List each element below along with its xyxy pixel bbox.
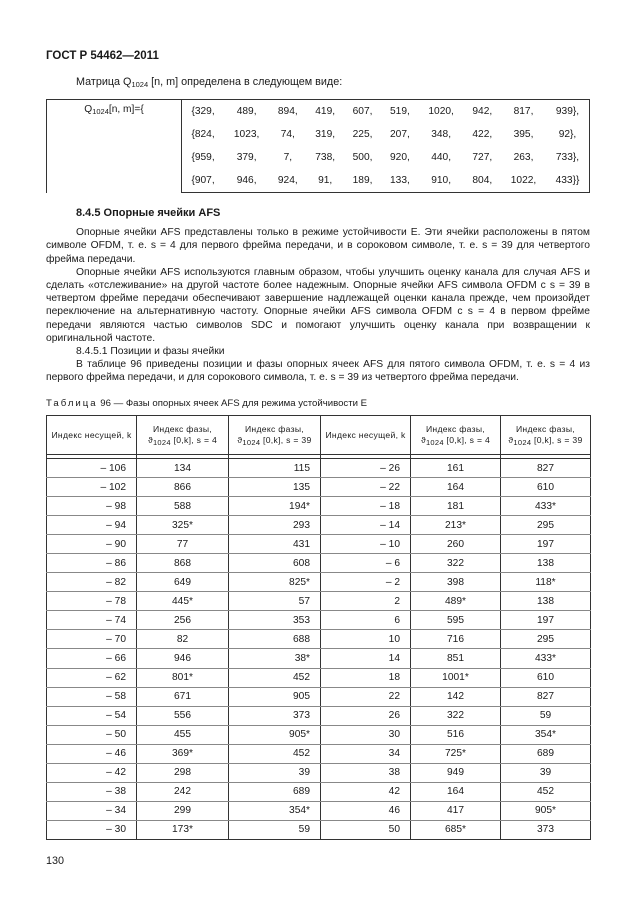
matrix-cell: 225, bbox=[352, 129, 373, 140]
table-cell: 516 bbox=[411, 725, 501, 744]
matrix-cell: 924, bbox=[269, 169, 306, 193]
table-row bbox=[47, 782, 591, 801]
paragraph-2: Опорные ячейки AFS используются главным образом, чтобы улучшить оценку канала для случая AFS и сделать «отслеживание» на другой частоте более надежным. Опорные ячейки AFS символа OFDM с s = 39 в четвертом фрейме передачи обеспечивают завершение надлежащей оценки канала прежде, чем произойдет переключение на альтернативную частоту. Опорные ячейки AFS символа OFDM с s = 4 в первом фрейме передачи являются частью символов SDC и помогают улучшить оценку канала при возвращении к оригинальной частоте. bbox=[46, 266, 590, 344]
table-cell: 610 bbox=[501, 478, 591, 497]
table-cell: – 66 bbox=[47, 649, 137, 668]
matrix-cell: 348, bbox=[431, 129, 452, 140]
table-row bbox=[47, 725, 591, 744]
table-cell: 42 bbox=[321, 782, 411, 801]
table-cell: 293 bbox=[229, 516, 321, 535]
table-cell: – 18 bbox=[321, 497, 411, 516]
table-cell: 610 bbox=[501, 668, 591, 687]
table-cell: 905* bbox=[229, 725, 321, 744]
header-phase-s39-left: Индекс фазы, $ϑ_{1024}$ [0,k], s = 39 bbox=[229, 416, 321, 455]
table-cell: 445* bbox=[137, 592, 229, 611]
table-cell: 689 bbox=[501, 744, 591, 763]
matrix-cell: 804, bbox=[464, 169, 501, 193]
table-cell: 10 bbox=[321, 630, 411, 649]
table-cell: 57 bbox=[229, 592, 321, 611]
table-cell: 164 bbox=[411, 782, 501, 801]
table-cell: 452 bbox=[229, 744, 321, 763]
matrix-cell: 7, bbox=[283, 152, 293, 163]
page-number: 130 bbox=[46, 855, 65, 867]
table-cell: 905 bbox=[229, 687, 321, 706]
table-cell: 213* bbox=[411, 516, 501, 535]
matrix-cell: 92}, bbox=[546, 123, 590, 146]
table-cell: 825* bbox=[229, 573, 321, 592]
matrix-cell: 910, bbox=[419, 169, 464, 193]
table-cell: – 102 bbox=[47, 478, 137, 497]
table-cell: 689 bbox=[229, 782, 321, 801]
paragraph-3: В таблице 96 приведены позиции и фазы опорных ячеек AFS для пятого символа OFDM, т. е. s = 4 из первого фрейма передачи, и для сорокового символа, т. е. s = 39 из четвертого фрейма передачи. bbox=[46, 359, 590, 384]
matrix-cell: {907, bbox=[182, 169, 225, 193]
table-cell: 671 bbox=[137, 687, 229, 706]
table-cell: 688 bbox=[229, 630, 321, 649]
matrix-cell: 91, bbox=[307, 169, 344, 193]
table-cell: 373 bbox=[229, 706, 321, 725]
matrix-cell: 894, bbox=[269, 100, 306, 124]
phase-table bbox=[46, 415, 591, 840]
matrix-cell: 379, bbox=[236, 152, 257, 163]
table-cell: 851 bbox=[411, 649, 501, 668]
table-row bbox=[47, 820, 591, 839]
section-text bbox=[46, 207, 590, 385]
table-row bbox=[47, 554, 591, 573]
table-cell: 138 bbox=[501, 554, 591, 573]
matrix-cell: 607, bbox=[344, 100, 381, 124]
matrix-cell: 74, bbox=[280, 129, 295, 140]
table-cell: – 42 bbox=[47, 763, 137, 782]
table-cell: 905* bbox=[501, 801, 591, 820]
matrix-cell: 1022, bbox=[501, 169, 546, 193]
table-cell: – 82 bbox=[47, 573, 137, 592]
table-cell: 299 bbox=[137, 801, 229, 820]
matrix-cell: {959, bbox=[191, 152, 215, 163]
table-cell: 866 bbox=[137, 478, 229, 497]
table-cell: – 22 bbox=[321, 478, 411, 497]
table-cell: 118* bbox=[501, 573, 591, 592]
table-cell: 354* bbox=[229, 801, 321, 820]
table-cell: 135 bbox=[229, 478, 321, 497]
table-cell: 260 bbox=[411, 535, 501, 554]
table-cell: 455 bbox=[137, 725, 229, 744]
table-cell: 164 bbox=[411, 478, 501, 497]
table-cell: – 54 bbox=[47, 706, 137, 725]
table-cell: 801* bbox=[137, 668, 229, 687]
matrix-cell: 817, bbox=[501, 100, 546, 124]
matrix-cell: 395, bbox=[513, 129, 534, 140]
table-cell: 827 bbox=[501, 459, 591, 478]
matrix-label: $Q_{1024}[n$, m]={ bbox=[47, 100, 182, 193]
table-cell: 256 bbox=[137, 611, 229, 630]
matrix-cell: 207, bbox=[390, 129, 410, 140]
matrix-cell: 422, bbox=[472, 129, 493, 140]
matrix-cell: 263, bbox=[513, 152, 534, 163]
table-cell: 6 bbox=[321, 611, 411, 630]
table-cell: – 70 bbox=[47, 630, 137, 649]
table-cell: – 2 bbox=[321, 573, 411, 592]
matrix-cell: 440, bbox=[431, 152, 452, 163]
table-row bbox=[47, 706, 591, 725]
table-cell: 431 bbox=[229, 535, 321, 554]
table-cell: 34 bbox=[321, 744, 411, 763]
table-row bbox=[47, 668, 591, 687]
table-row bbox=[47, 592, 591, 611]
table-cell: 26 bbox=[321, 706, 411, 725]
table-cell: 369* bbox=[137, 744, 229, 763]
table-cell: 949 bbox=[411, 763, 501, 782]
table-row bbox=[47, 801, 591, 820]
table-cell: 298 bbox=[137, 763, 229, 782]
table-cell: 115 bbox=[229, 459, 321, 478]
table-cell: 489* bbox=[411, 592, 501, 611]
matrix-cell: {329, bbox=[182, 100, 225, 124]
table-row bbox=[47, 611, 591, 630]
table-row bbox=[47, 478, 591, 497]
table-cell: 649 bbox=[137, 573, 229, 592]
matrix-cell: 489, bbox=[224, 100, 269, 124]
table-cell: 173* bbox=[137, 820, 229, 839]
table-cell: 38 bbox=[321, 763, 411, 782]
table-row bbox=[47, 687, 591, 706]
matrix-cell: 946, bbox=[224, 169, 269, 193]
table-cell: 50 bbox=[321, 820, 411, 839]
table-cell: 295 bbox=[501, 630, 591, 649]
matrix-cell: 189, bbox=[344, 169, 381, 193]
table-cell: 433* bbox=[501, 497, 591, 516]
matrix-intro: Матрица $Q_{1024}$ [n, m] определена в следующем виде: bbox=[76, 76, 343, 89]
header-carrier-right: Индекс несущей, k bbox=[321, 416, 411, 455]
table-cell: 1001* bbox=[411, 668, 501, 687]
table-cell: 30 bbox=[321, 725, 411, 744]
table-cell: 373 bbox=[501, 820, 591, 839]
table-row bbox=[47, 535, 591, 554]
matrix-cell: 727, bbox=[472, 152, 493, 163]
table-cell: – 30 bbox=[47, 820, 137, 839]
table-cell: 2 bbox=[321, 592, 411, 611]
matrix-cell: 942, bbox=[464, 100, 501, 124]
table-cell: 22 bbox=[321, 687, 411, 706]
table-cell: 556 bbox=[137, 706, 229, 725]
matrix-cell: 519, bbox=[381, 100, 418, 124]
table-row bbox=[47, 497, 591, 516]
table-cell: 197 bbox=[501, 611, 591, 630]
table-cell: 39 bbox=[501, 763, 591, 782]
section-title: 8.4.5 Опорные ячейки AFS bbox=[76, 207, 221, 219]
table-cell: – 26 bbox=[321, 459, 411, 478]
table-cell: – 6 bbox=[321, 554, 411, 573]
table-cell: – 98 bbox=[47, 497, 137, 516]
table-cell: 716 bbox=[411, 630, 501, 649]
table-cell: – 58 bbox=[47, 687, 137, 706]
table-cell: 433* bbox=[501, 649, 591, 668]
table-cell: 242 bbox=[137, 782, 229, 801]
matrix-cell: 1023, bbox=[233, 129, 260, 140]
table-cell: 354* bbox=[501, 725, 591, 744]
table-cell: – 90 bbox=[47, 535, 137, 554]
table-row bbox=[47, 763, 591, 782]
table-cell: 325* bbox=[137, 516, 229, 535]
table-cell: 452 bbox=[501, 782, 591, 801]
table-cell: 322 bbox=[411, 554, 501, 573]
table-cell: 608 bbox=[229, 554, 321, 573]
table-cell: 868 bbox=[137, 554, 229, 573]
matrix-cell: 733}, bbox=[546, 146, 590, 169]
matrix-cell: 920, bbox=[390, 152, 410, 163]
table-cell: – 86 bbox=[47, 554, 137, 573]
table-cell: 194* bbox=[229, 497, 321, 516]
matrix-cell: 133, bbox=[381, 169, 418, 193]
matrix-cell: 319, bbox=[315, 129, 336, 140]
table-cell: 452 bbox=[229, 668, 321, 687]
table-cell: 14 bbox=[321, 649, 411, 668]
header-carrier-left: Индекс несущей, k bbox=[47, 416, 137, 455]
header-phase-s4-right: Индекс фазы, $ϑ_{1024}$ [0,k], s = 4 bbox=[411, 416, 501, 455]
document-header: ГОСТ Р 54462—2011 bbox=[46, 50, 159, 62]
table-row bbox=[47, 630, 591, 649]
table-cell: 18 bbox=[321, 668, 411, 687]
table-cell: – 14 bbox=[321, 516, 411, 535]
table-row bbox=[47, 516, 591, 535]
table-cell: 161 bbox=[411, 459, 501, 478]
matrix-cell: 939}, bbox=[546, 100, 590, 124]
table-cell: 685* bbox=[411, 820, 501, 839]
subsection-title: 8.4.5.1 Позиции и фазы ячейки bbox=[76, 346, 225, 358]
table-cell: 46 bbox=[321, 801, 411, 820]
table-row bbox=[47, 573, 591, 592]
table-cell: 59 bbox=[501, 706, 591, 725]
table-cell: 946 bbox=[137, 649, 229, 668]
table-cell: 77 bbox=[137, 535, 229, 554]
header-phase-s39-right: Индекс фазы, $ϑ_{1024}$ [0,k], s = 39 bbox=[501, 416, 591, 455]
table-cell: – 94 bbox=[47, 516, 137, 535]
table-cell: – 74 bbox=[47, 611, 137, 630]
table-cell: 138 bbox=[501, 592, 591, 611]
table-cell: 295 bbox=[501, 516, 591, 535]
table-cell: – 62 bbox=[47, 668, 137, 687]
matrix-cell: 500, bbox=[352, 152, 373, 163]
table-cell: – 50 bbox=[47, 725, 137, 744]
table-cell: 134 bbox=[137, 459, 229, 478]
table-cell: 725* bbox=[411, 744, 501, 763]
table-row bbox=[47, 459, 591, 478]
matrix-cell: 738, bbox=[315, 152, 336, 163]
table-cell: – 10 bbox=[321, 535, 411, 554]
table-cell: 39 bbox=[229, 763, 321, 782]
paragraph-1: Опорные ячейки AFS представлены только в режиме устойчивости E. Эти ячейки расположены в пятом символе OFDM, т. е. s = 4 для первого фрейма передачи, и в сороковом символе, т. е. s = 39 для четвертого фрейма передачи. bbox=[46, 227, 590, 265]
table-cell: 142 bbox=[411, 687, 501, 706]
table-cell: 353 bbox=[229, 611, 321, 630]
table-cell: 59 bbox=[229, 820, 321, 839]
header-phase-s4-left: Индекс фазы, $ϑ_{1024}$ [0,k], s = 4 bbox=[137, 416, 229, 455]
table-row bbox=[47, 649, 591, 668]
matrix-row bbox=[47, 100, 590, 124]
matrix-cell: 433}} bbox=[546, 169, 590, 193]
table-row bbox=[47, 744, 591, 763]
table-cell: – 34 bbox=[47, 801, 137, 820]
table-cell: – 38 bbox=[47, 782, 137, 801]
table-cell: 595 bbox=[411, 611, 501, 630]
matrix-cell: {824, bbox=[191, 129, 215, 140]
table-cell: – 46 bbox=[47, 744, 137, 763]
table-cell: 417 bbox=[411, 801, 501, 820]
table-cell: 588 bbox=[137, 497, 229, 516]
table-cell: 197 bbox=[501, 535, 591, 554]
matrix-table bbox=[46, 99, 590, 193]
table-cell: 322 bbox=[411, 706, 501, 725]
table-caption: Таблица 96 — Фазы опорных ячеек AFS для режима устойчивости E bbox=[46, 398, 368, 409]
matrix-cell: 419, bbox=[307, 100, 344, 124]
table-cell: 398 bbox=[411, 573, 501, 592]
table-cell: – 78 bbox=[47, 592, 137, 611]
table-cell: 827 bbox=[501, 687, 591, 706]
table-cell: 38* bbox=[229, 649, 321, 668]
table-cell: 82 bbox=[137, 630, 229, 649]
table-cell: – 106 bbox=[47, 459, 137, 478]
table-cell: 181 bbox=[411, 497, 501, 516]
matrix-cell: 1020, bbox=[419, 100, 464, 124]
